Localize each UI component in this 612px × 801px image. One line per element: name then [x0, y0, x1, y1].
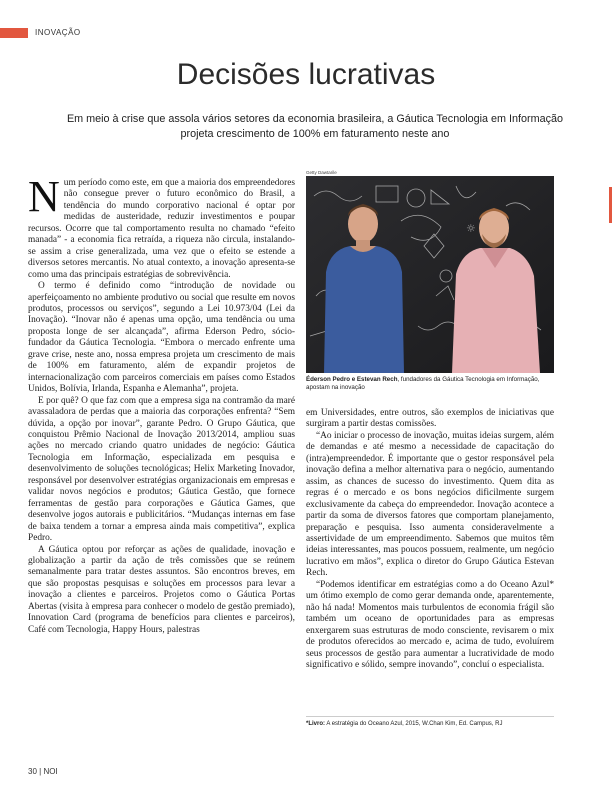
photo-caption: Éderson Pedro e Estevan Rech, fundadores da Gáutica Tecnologia em Informação, apostam na inovação	[306, 376, 540, 391]
drop-cap: N	[28, 172, 60, 221]
article-paragraph-4: A Gáutica optou por reforçar as ações de qualidade, inovação e globalização a partir da ação de três comissões que se reúnem semanalmente para tratar destes assuntos. São encontros breves, em que são propostas pesquisas e soluções em processos para levar a inovação a clientes e parceiros. Projetos como o Gáutica Portas Abertas (visita à empresa para conhecer o modelo de gestão premiado), Innovation Card (programa de benefícios para clientes e parceiros), Café com Tecnologia, Happy Hours, palestras	[28, 544, 295, 635]
article-title: Decisões lucrativas	[176, 58, 436, 91]
section-tag: INOVAÇÃO	[35, 28, 81, 37]
article-paragraph-7: “Podemos identificar em estratégias como a do Oceano Azul* um ótimo exemplo de como gerar demanda onde, aparentemente, não há nada! Momentos mais turbulentos de economia frágil são também um oceano de oportunidades para as empresas enxergarem suas estruturas de modo consciente, revisarem o mix de produtos oferecidos ao mercado e, acima de tudo, evoluírem seus processos de gestão para aumentar a lucratividade de modo significativo e sólido, sempre inovando”, concluí o especialista.	[306, 579, 554, 670]
article-paragraph-5: em Universidades, entre outros, são exemplos de iniciativas que surgiram a partir destas comissões.	[306, 408, 554, 430]
page-footer: 30 | NOI	[28, 767, 58, 776]
svg-text:☼: ☼	[466, 222, 476, 235]
founders-photo	[306, 176, 554, 373]
photo-credit: Getty Dawtarile	[306, 170, 337, 175]
section-color-bar	[0, 28, 28, 38]
magazine-name: NOI	[43, 767, 58, 776]
page-number: 30	[28, 767, 37, 776]
article-paragraph-1: Num período como este, em que a maioria dos empreendedores não consegue prever o futuro econômico do Brasil, a tendência do mundo corporativo nacional é optar por medidas de austeridade, reduzir investimentos e poupar recursos. Ocorre que tal comportamento resulta no chamado “efeito manada” - a economia fica retraída, a riqueza não circula, instalando-se assim a crise generalizada, uma vez que o efeito se estende a diversos setores mercantis. No atual contexto, a inovação apresenta-se como uma das principais estratégias de sobrevivência.	[28, 172, 295, 280]
book-footnote: *Livro: A estratégia do Oceano Azul, 2015, W.Chan Kim, Ed. Campus, RJ	[306, 716, 554, 727]
article-deck: Em meio à crise que assola vários setores da economia brasileira, a Gáutica Tecnologia em Informação projeta crescimento de 100% em faturamento neste ano	[66, 113, 564, 140]
article-paragraph-6: “Ao iniciar o processo de inovação, muitas ideias surgem, além de demandas e até mesmo a necessidade de capacitação do (intra)empreendedor. É importante que o gestor responsável pela inovação defina a melhor alternativa para o negócio, aumentando assim, as chances de sucesso do investimento. Quem dita as regras é o mercado e os bons negócios dificilmente surgem exclusivamente da cabeça do empreendedor. Inovação acontece a partir da soma de diversos fatores que comportam planejamento, preparação e pesquisa. Isso aumenta consideravelmente a assertividade de um empreendimento. Sabemos que muitos têm ideias interessantes, mas poucos possuem, realmente, um negócio lucrativo em mãos”, explica o diretor do Grupo Gáutica Estevan Rech.	[306, 430, 554, 579]
article-paragraph-2: O termo é definido como “introdução de novidade ou aperfeiçoamento no ambiente produtivo ou social que resulte em novos produtos, processos ou serviços”, segundo a Lei 10.973/04 (Lei da Inovação). “Inovar não é apenas uma opção, uma tendência ou uma proposta longe de ser alcançada”, afirma Ederson Pedro, sócio-fundador da Gáutica Tecnologia. “Embora o mercado enfrente uma grave crise, neste ano, nossa empresa projeta um crescimento de mais de 100% em faturamento, além de expandir projetos de internacionalização com parceiros comerciais em países como Estados Unidos, Bolívia, Irlanda, Espanha e Alemanha”, projeta.	[28, 281, 295, 395]
article-paragraph-3: E por quê? O que faz com que a empresa siga na contramão da maré avassaladora de perdas que a maioria das corporações enfrenta? “Sem dúvida, a opção por inovar”, garante Pedro. O Grupo Gáutica, que conquistou Prêmio Nacional de Inovação 2013/2014, ampliou suas ações no mercado criando quatro unidades de negócio: Gáutica Tecnologia em Informação, especializada em pesquisa e desenvolvimento de soluções tecnológicas; Helix Marketing Inovador, responsável por desenvolver estratégias organizacionais em empresas e validar novos negócios e produtos; Gáutica Gestão, que fornece ferramentas de gestão para corporações e Gáutica Games, que desenvolve jogos autorais e publicitários. “Mudanças internas em fase de baixa tendem a tornar a empresa ainda mais competitiva”, explica Pedro.	[28, 395, 295, 544]
right-column	[306, 408, 554, 671]
left-column	[28, 172, 295, 636]
